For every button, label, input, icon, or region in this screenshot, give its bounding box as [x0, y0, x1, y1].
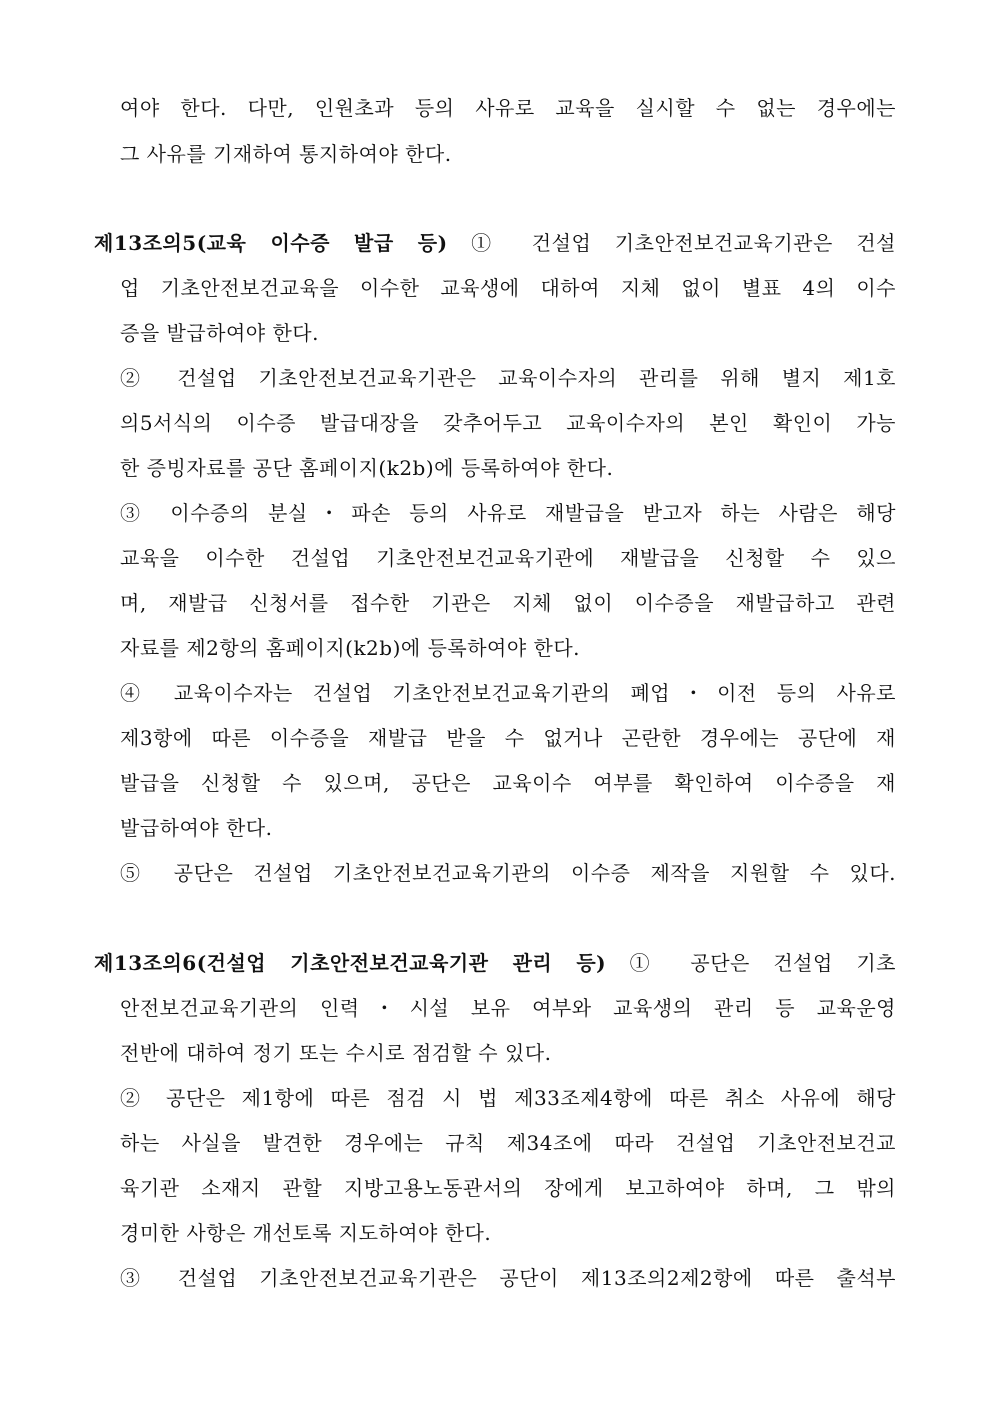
article-13-6-p1-line-1: ① 공단은 건설업 기초 — [606, 951, 896, 975]
article-13-6-heading: 제13조의6(건설업 기초안전보건교육기관 관리 등) — [94, 951, 607, 975]
article-13-6-p2-line-4: 경미한 사항은 개선토록 지도하여야 한다. — [120, 1221, 492, 1245]
article-13-5-p5-line-1: ⑤ 공단은 건설업 기초안전보건교육기관의 이수증 제작을 지원할 수 있다. — [120, 861, 896, 885]
article-13-6-line-1 — [94, 949, 896, 977]
intro-line-1: 여야 한다. 다만, 인원초과 등의 사유로 교육을 실시할 수 없는 경우에는 — [120, 96, 896, 120]
article-13-5-p3-line-4: 자료를 제2항의 홈페이지(k2b)에 등록하여야 한다. — [120, 636, 581, 660]
article-13-6-p2-line-3: 육기관 소재지 관할 지방고용노동관서의 장에게 보고하여야 하며, 그 밖의 — [120, 1176, 896, 1200]
article-13-6-p1-line-3: 전반에 대하여 정기 또는 수시로 점검할 수 있다. — [120, 1041, 552, 1065]
article-13-5-p1-line-1: ① 건설업 기초안전보건교육기관은 건설 — [447, 231, 896, 255]
article-13-5-p4-line-2: 제3항에 따른 이수증을 재발급 받을 수 없거나 곤란한 경우에는 공단에 재 — [120, 726, 897, 750]
article-13-5-line-1 — [94, 229, 896, 257]
article-13-5-p1-line-3: 증을 발급하여야 한다. — [120, 321, 319, 345]
article-13-6-p1-line-2: 안전보건교육기관의 인력・시설 보유 여부와 교육생의 관리 등 교육운영 — [120, 996, 896, 1020]
article-13-5-p4-line-4: 발급하여야 한다. — [120, 816, 273, 840]
article-13-5-p3-line-3: 며, 재발급 신청서를 접수한 기관은 지체 없이 이수증을 재발급하고 관련 — [120, 591, 896, 615]
article-13-5-p2-line-3: 한 증빙자료를 공단 홈페이지(k2b)에 등록하여야 한다. — [120, 456, 614, 480]
article-13-5-p4-line-3: 발급을 신청할 수 있으며, 공단은 교육이수 여부를 확인하여 이수증을 재 — [120, 771, 896, 795]
article-13-5-p1-line-2: 업 기초안전보건교육을 이수한 교육생에 대하여 지체 없이 별표 4의 이수 — [120, 276, 896, 300]
article-13-5-p3-line-1: ③ 이수증의 분실・파손 등의 사유로 재발급을 받고자 하는 사람은 해당 — [120, 501, 896, 525]
intro-line-2: 그 사유를 기재하여 통지하여야 한다. — [120, 142, 452, 166]
article-13-6-p2-line-2: 하는 사실을 발견한 경우에는 규칙 제34조에 따라 건설업 기초안전보건교 — [120, 1131, 896, 1155]
article-13-5-p3-line-2: 교육을 이수한 건설업 기초안전보건교육기관에 재발급을 신청할 수 있으 — [120, 546, 896, 570]
article-13-6-p2-line-1: ② 공단은 제1항에 따른 점검 시 법 제33조제4항에 따른 취소 사유에 해당 — [120, 1086, 896, 1110]
article-13-6-p3-line-1: ③ 건설업 기초안전보건교육기관은 공단이 제13조의2제2항에 따른 출석부 — [120, 1266, 896, 1290]
article-13-5-p2-line-1: ② 건설업 기초안전보건교육기관은 교육이수자의 관리를 위해 별지 제1호 — [120, 366, 896, 390]
article-13-5-p2-line-2: 의5서식의 이수증 발급대장을 갖추어두고 교육이수자의 본인 확인이 가능 — [120, 411, 896, 435]
article-13-5-heading: 제13조의5(교육 이수증 발급 등) — [94, 231, 448, 255]
article-13-5-p4-line-1: ④ 교육이수자는 건설업 기초안전보건교육기관의 폐업・이전 등의 사유로 — [120, 681, 896, 705]
